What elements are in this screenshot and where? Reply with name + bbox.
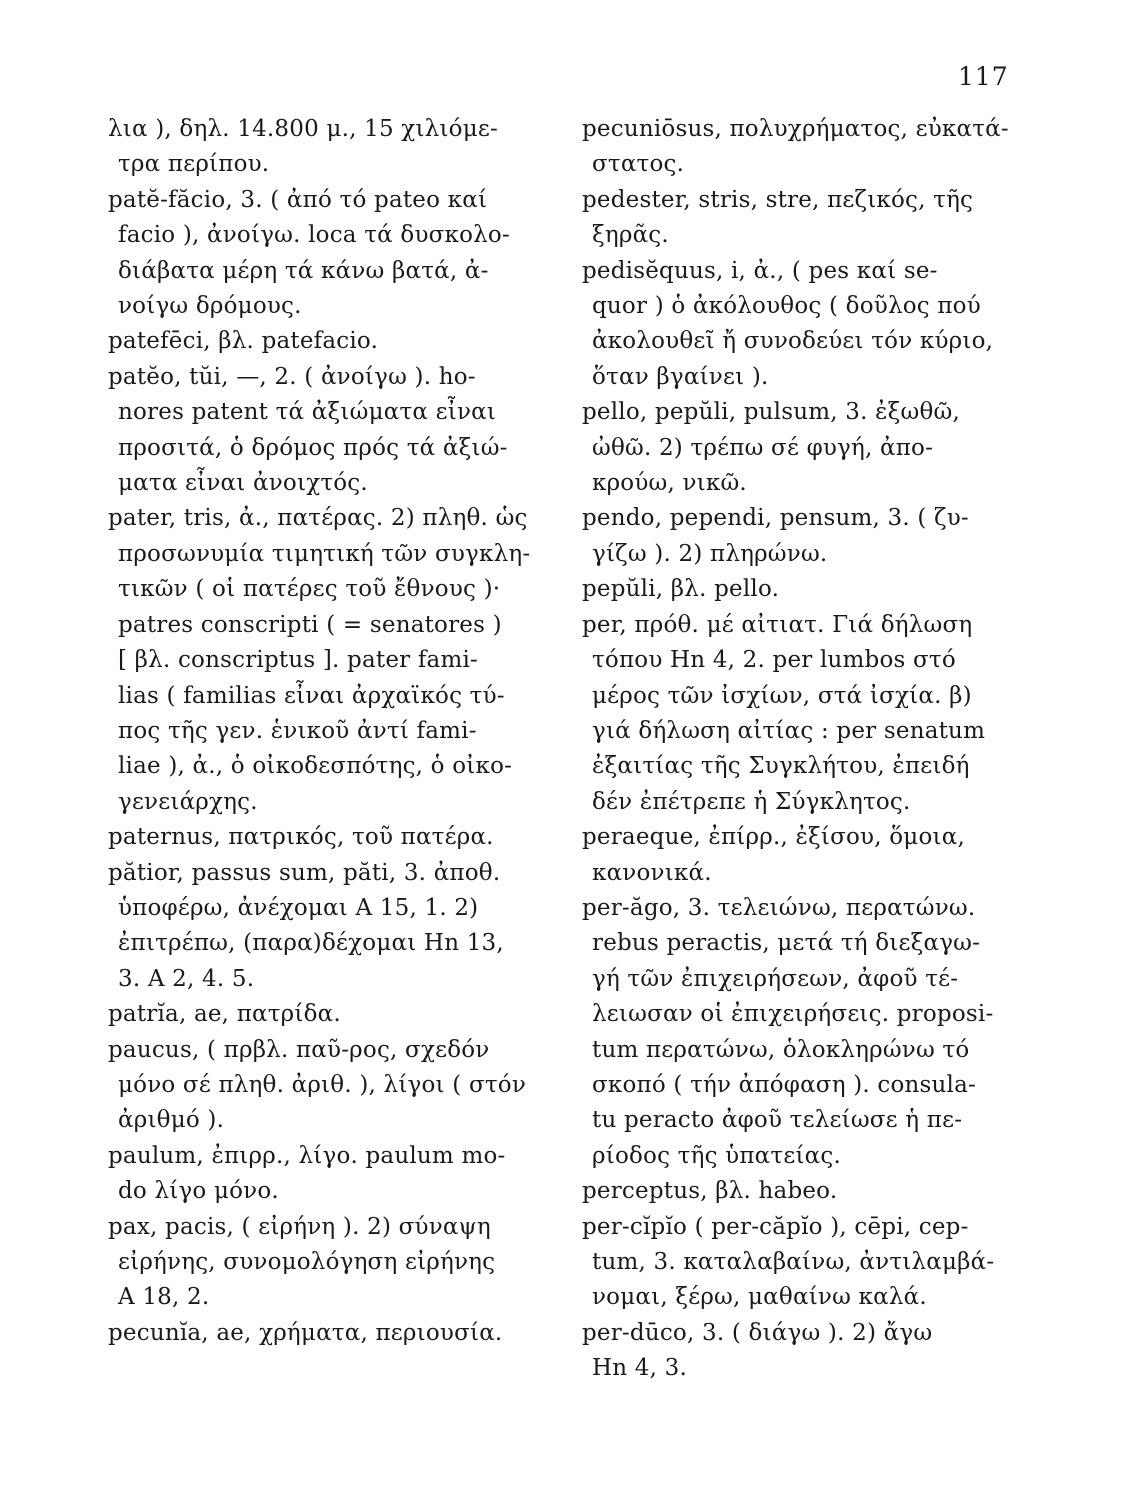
entry-line: nores patent τά ἀξιώματα εἶναι bbox=[118, 399, 497, 426]
entry-line: γιά δήλωση αἰτίας : per senatum bbox=[592, 717, 986, 744]
dictionary-entry bbox=[582, 501, 1014, 572]
dictionary-entry bbox=[582, 395, 1014, 501]
dictionary-entry bbox=[582, 112, 1014, 183]
entry-line: ἀριθμό ). bbox=[118, 1107, 225, 1134]
entry-line: μόνο σέ πληθ. ἀριθ. ), λίγοι ( στόν bbox=[118, 1071, 526, 1098]
entry-line: ματα εἶναι ἀνοιχτός. bbox=[118, 470, 368, 497]
entry-line: pecunĭa, ae, χρήματα, περιουσία. bbox=[108, 1319, 503, 1346]
dictionary-entry bbox=[108, 183, 563, 325]
entry-line: per, πρόθ. μέ αἰτιατ. Γιά δήλωση bbox=[582, 611, 973, 638]
entry-line: μέρος τῶν ἰσχίων, στά ἰσχία. β) bbox=[592, 682, 972, 709]
entry-line: νοίγω δρόμους. bbox=[118, 293, 302, 320]
entry-line: per-dūco, 3. ( διάγω ). 2) ἄγω bbox=[582, 1319, 933, 1346]
entry-line: εἰρήνης, συνομολόγηση εἰρήνης bbox=[118, 1249, 496, 1275]
dictionary-entry bbox=[582, 891, 1014, 1174]
entry-line: ὑποφέρω, ἀνέχομαι A 15, 1. 2) bbox=[118, 894, 479, 921]
entry-line: γή τῶν ἐπιχειρήσεων, ἀφοῦ τέ- bbox=[592, 965, 959, 992]
entry-line: perceptus, βλ. habeo. bbox=[582, 1178, 838, 1205]
dictionary-entry bbox=[108, 112, 563, 183]
entry-line: paulum, ἐπιρρ., λίγο. paulum mo- bbox=[108, 1142, 506, 1169]
dictionary-entry bbox=[108, 1316, 563, 1351]
entry-line: νομαι, ξέρω, μαθαίνω καλά. bbox=[592, 1284, 927, 1311]
left-column bbox=[108, 112, 563, 1351]
entry-line: pax, pacis, ( εἰρήνη ). 2) σύναψη bbox=[108, 1213, 491, 1240]
dictionary-entry bbox=[108, 1033, 563, 1139]
entry-line: paucus, ( πρβλ. παῦ-ρος, σχεδόν bbox=[108, 1036, 490, 1063]
dictionary-entry bbox=[582, 183, 1014, 254]
entry-line: patres conscripti ( = senatores ) bbox=[118, 611, 502, 638]
dictionary-entry bbox=[108, 1210, 563, 1316]
entry-line: liae ), ἀ., ὁ οἰκοδεσπότης, ὁ οἰκο- bbox=[118, 753, 513, 780]
entry-line: pendo, pependi, pensum, 3. ( ζυ- bbox=[582, 505, 969, 532]
dictionary-entry bbox=[582, 608, 1014, 820]
entry-line: ὠθῶ. 2) τρέπω σέ φυγή, ἀπο- bbox=[592, 434, 934, 461]
entry-line: patĕo, tŭi, —, 2. ( ἀνοίγω ). ho- bbox=[108, 363, 476, 390]
page-number: 117 bbox=[958, 62, 1009, 91]
dictionary-entry bbox=[108, 856, 563, 998]
entry-line: pedisĕquus, i, ἀ., ( pes καί se- bbox=[582, 257, 938, 284]
dictionary-entry bbox=[108, 1139, 563, 1210]
entry-line: lias ( familias εἶναι ἀρχαϊκός τύ- bbox=[118, 682, 505, 709]
entry-line: A 18, 2. bbox=[118, 1284, 210, 1311]
entry-line: λια ), δηλ. 14.800 μ., 15 χιλιόμε- bbox=[108, 116, 498, 142]
entry-line: do λίγο μόνο. bbox=[118, 1178, 279, 1205]
dictionary-entry bbox=[582, 820, 1014, 891]
entry-line: quor ) ὁ ἀκόλουθος ( δοῦλος πού bbox=[592, 293, 981, 320]
entry-line: Hn 4, 3. bbox=[592, 1355, 687, 1382]
dictionary-entry bbox=[582, 572, 1014, 607]
entry-line: tum περατώνω, ὁλοκληρώνω τό bbox=[592, 1036, 970, 1063]
entry-line: ρίοδος τῆς ὑπατείας. bbox=[592, 1142, 841, 1169]
entry-line: κανονικά. bbox=[592, 859, 712, 886]
entry-line: tum, 3. καταλαβαίνω, ἀντιλαμβά- bbox=[592, 1249, 995, 1275]
entry-line: λειωσαν οἱ ἐπιχειρήσεις. proposi- bbox=[592, 1001, 994, 1028]
entry-line: 3. A 2, 4. 5. bbox=[118, 965, 255, 992]
entry-line: προσωνυμία τιμητική τῶν συγκλη- bbox=[118, 540, 531, 567]
entry-line: [ βλ. conscriptus ]. pater fami- bbox=[118, 647, 479, 674]
entry-line: ὅταν βγαίνει ). bbox=[592, 363, 769, 390]
entry-line: patĕ-făcio, 3. ( ἀπό τό pateo καί bbox=[108, 186, 488, 213]
entry-line: pedester, stris, stre, πεζικός, τῆς bbox=[582, 186, 974, 213]
entry-line: patrĭa, ae, πατρίδα. bbox=[108, 1001, 341, 1028]
dictionary-entry bbox=[108, 820, 563, 855]
entry-line: ξηρᾶς. bbox=[592, 222, 669, 249]
entry-line: peraeque, ἐπίρρ., ἐξίσου, ὅμοια, bbox=[582, 824, 965, 851]
dictionary-entry bbox=[108, 324, 563, 359]
entry-line: facio ), ἀνοίγω. loca τά δυσκολο- bbox=[118, 222, 510, 249]
entry-line: στατος. bbox=[592, 151, 685, 178]
entry-line: ἀκολουθεῖ ἤ συνοδεύει τόν κύριο, bbox=[592, 328, 994, 355]
dictionary-entry bbox=[108, 997, 563, 1032]
entry-line: pater, tris, ἀ., πατέρας. 2) πληθ. ὡς bbox=[108, 505, 528, 532]
dictionary-entry bbox=[582, 1210, 1014, 1316]
dictionary-entry bbox=[108, 360, 563, 502]
entry-line: patefēci, βλ. patefacio. bbox=[108, 328, 379, 355]
right-column bbox=[582, 112, 1014, 1387]
dictionary-entry bbox=[582, 254, 1014, 396]
dictionary-entry bbox=[582, 1316, 1014, 1387]
entry-line: tu peracto ἀφοῦ τελείωσε ἡ πε- bbox=[592, 1107, 963, 1134]
entry-line: κρούω, νικῶ. bbox=[592, 470, 747, 497]
entry-line: ἐξαιτίας τῆς Συγκλήτου, ἐπειδή bbox=[592, 753, 970, 780]
entry-line: per-ăgo, 3. τελειώνω, περατώνω. bbox=[582, 894, 976, 921]
entry-line: pello, pepŭli, pulsum, 3. ἐξωθῶ, bbox=[582, 399, 960, 426]
entry-line: γίζω ). 2) πληρώνω. bbox=[592, 540, 828, 567]
entry-line: γενειάρχης. bbox=[118, 788, 258, 815]
entry-line: rebus peractis, μετά τή διεξαγω- bbox=[592, 930, 981, 957]
entry-line: σκοπό ( τήν ἀπόφαση ). consula- bbox=[592, 1071, 976, 1098]
entry-line: τρα περίπου. bbox=[118, 151, 270, 178]
dictionary-entry bbox=[582, 1174, 1014, 1209]
entry-line: ἐπιτρέπω, (παρα)δέχομαι Hn 13, bbox=[118, 930, 504, 957]
entry-line: per-cĭpĭo ( per-căpĭo ), cēpi, cep- bbox=[582, 1213, 969, 1240]
entry-line: τικῶν ( οἱ πατέρες τοῦ ἔθνους )· bbox=[118, 576, 501, 603]
entry-line: pătior, passus sum, păti, 3. ἀποθ. bbox=[108, 859, 501, 886]
entry-line: προσιτά, ὁ δρόμος πρός τά ἀξιώ- bbox=[118, 434, 508, 461]
entry-line: pepŭli, βλ. pello. bbox=[582, 576, 780, 603]
dictionary-entry bbox=[108, 501, 563, 820]
entry-line: δέν ἐπέτρεπε ἡ Σύγκλητος. bbox=[592, 788, 911, 815]
entry-line: pecuniōsus, πολυχρήματος, εὐκατά- bbox=[582, 116, 1009, 142]
entry-line: τόπου Hn 4, 2. per lumbos στό bbox=[592, 647, 956, 674]
entry-line: paternus, πατρικός, τοῦ πατέρα. bbox=[108, 824, 494, 851]
entry-line: διάβατα μέρη τά κάνω βατά, ἀ- bbox=[118, 257, 489, 284]
entry-line: πος τῆς γεν. ἑνικοῦ ἀντί fami- bbox=[118, 717, 477, 744]
